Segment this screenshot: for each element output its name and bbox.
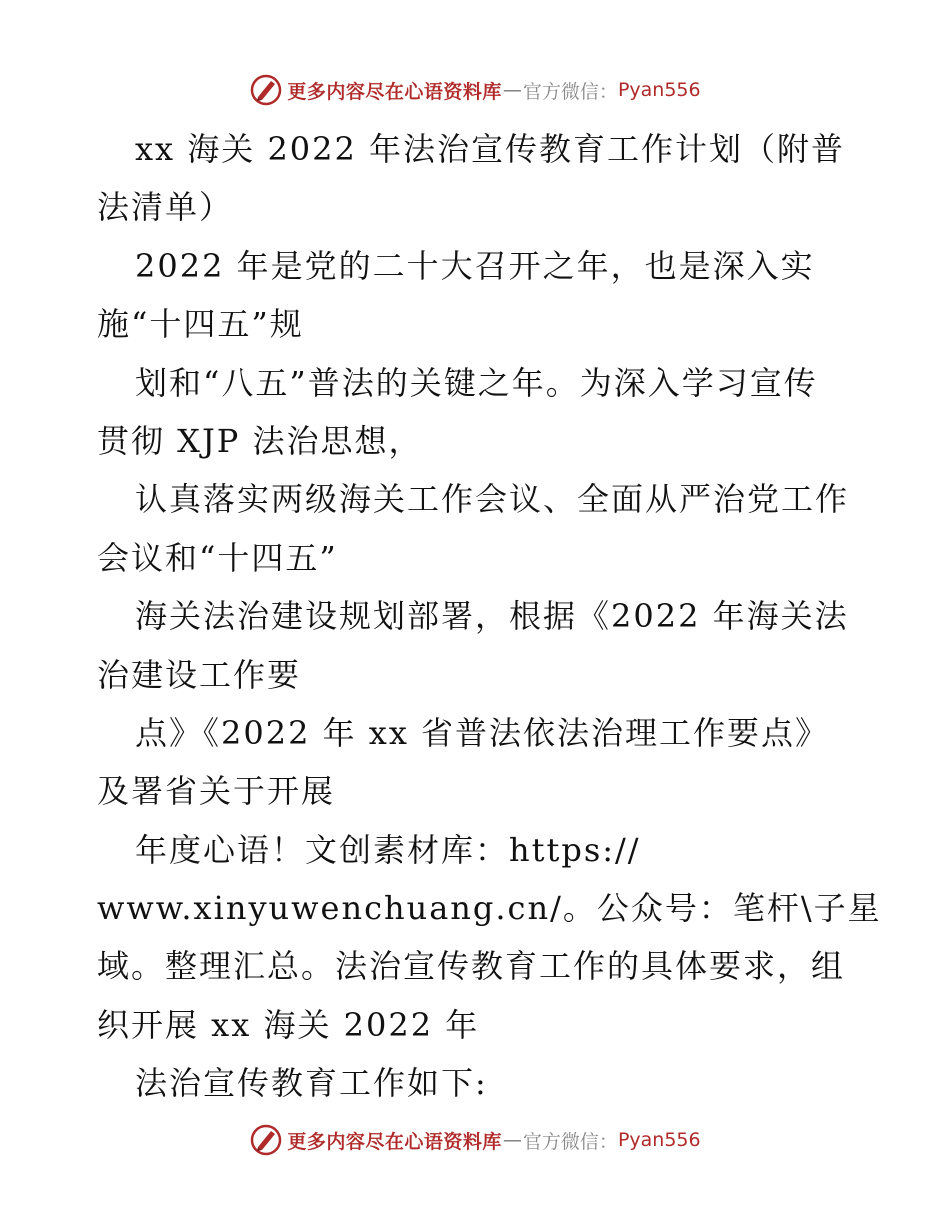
document-line: 会议和“十四五”: [97, 538, 338, 577]
document-line: www.xinyuwenchuang.cn/。公众号：笔杆\子星: [97, 889, 882, 928]
document-line: 法治宣传教育工作如下:: [135, 1064, 488, 1103]
footer-banner: [0, 1120, 950, 1160]
document-line: 点》《2022 年 xx 省普法依法治理工作要点》: [135, 713, 830, 752]
document-line: 海关法治建设规划部署，根据《2022 年海关法: [135, 597, 849, 636]
banner-main-text: 更多内容尽在心语资料库: [287, 80, 502, 103]
document-body: [97, 120, 882, 1113]
banner-wechat-id: Pyan556: [617, 1129, 701, 1151]
document-line: 2022 年是党的二十大召开之年，也是深入实: [135, 246, 815, 285]
document-line: 年度心语！文创素材库：https://: [135, 830, 641, 869]
pen-logo-icon: [249, 73, 283, 107]
banner-dash: —: [502, 79, 522, 101]
banner-main-text: 更多内容尽在心语资料库: [287, 1130, 502, 1153]
banner-official-label: 官方微信：: [522, 1130, 618, 1153]
document-line: 法清单）: [97, 188, 234, 227]
document-line: 划和“八五”普法的关键之年。为深入学习宣传: [135, 363, 818, 402]
document-line: 治建设工作要: [97, 655, 302, 694]
pen-logo-icon: [249, 1123, 283, 1157]
banner-official-label: 官方微信：: [522, 80, 618, 103]
document-line: xx 海关 2022 年法治宣传教育工作计划（附普: [135, 130, 846, 168]
banner-dash: —: [502, 1129, 522, 1151]
header-banner: [0, 70, 950, 110]
document-line: 施“十四五”规: [97, 305, 304, 344]
banner-wechat-id: Pyan556: [617, 79, 701, 101]
document-line: 认真落实两级海关工作会议、全面从严治党工作: [135, 480, 850, 519]
document-line: 域。整理汇总。法治宣传教育工作的具体要求，组: [97, 947, 846, 986]
document-line: 织开展 xx 海关 2022 年: [97, 1005, 480, 1044]
document-line: 贯彻 XJP 法治思想，: [97, 421, 423, 460]
document-line: 及署省关于开展: [97, 772, 336, 811]
